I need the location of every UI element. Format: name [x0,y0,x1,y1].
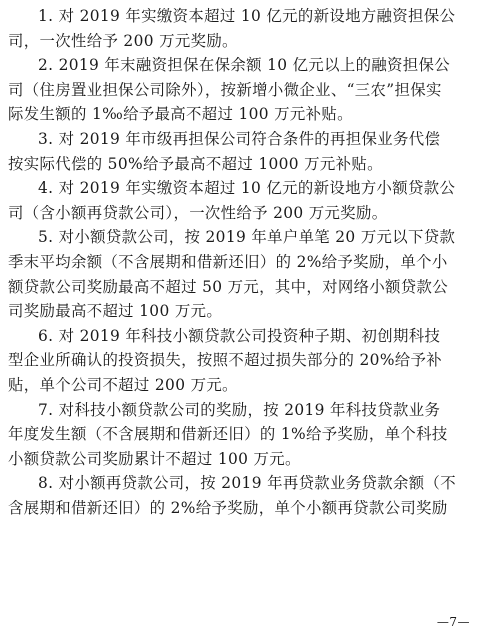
paragraph-line: 贴，单个公司不超过 200 万元。 [8,376,238,394]
paragraph-line: 1. 对 2019 年实缴资本超过 10 亿元的新设地方融资担保公 [38,7,456,25]
paragraph-line: 3. 对 2019 年市级再担保公司符合条件的再担保业务代偿 [38,130,441,148]
paragraph-line: 5. 对小额贷款公司，按 2019 年单户单笔 20 万元以下贷款 [38,228,456,247]
paragraph-line: 际发生额的 1‰给予最高不超过 100 万元补贴。 [8,105,353,124]
paragraph-line: 小额贷款公司奖励累计不超过 100 万元。 [8,449,301,468]
paragraph-line: 司，一次性给予 200 万元奖励。 [8,31,238,50]
paragraph-line: 2. 2019 年末融资担保在保余额 10 亿元以上的融资担保公 [38,56,451,75]
paragraph-line: 季末平均余额（不含展期和借新还旧）的 2%给予奖励，单个小 [8,253,448,271]
paragraph-line: 6. 对 2019 年科技小额贷款公司投资种子期、初创期科技 [38,326,441,345]
paragraph-line: 额贷款公司奖励最高不超过 50 万元，其中，对网络小额贷款公 [8,277,449,296]
paragraph-line: 7. 对科技小额贷款公司的奖励，按 2019 年科技贷款业务 [38,400,441,419]
paragraph-line: 年度发生额（不含展期和借新还旧）的 1%给予奖励，单个科技 [8,425,448,444]
paragraph-line: 司（含小额再贷款公司），一次性给予 200 万元奖励。 [8,203,388,222]
paragraph-line: 8. 对小额再贷款公司，按 2019 年再贷款业务贷款余额（不 [38,474,456,493]
paragraph-line: 司（住房置业担保公司除外），按新增小微企业、“三农”担保实 [8,80,442,99]
page-number: —7— [436,615,470,629]
paragraph-line: 含展期和借新还旧）的 2%给予奖励，单个小额再贷款公司奖励 [8,499,448,517]
paragraph-line: 司奖励最高不超过 100 万元。 [8,302,223,321]
paragraph-line: 型企业所确认的投资损失，按照不超过损失部分的 20%给予补 [8,351,443,370]
paragraph-line: 4. 对 2019 年实缴资本超过 10 亿元的新设地方小额贷款公 [38,179,456,198]
paragraph-line: 按实际代偿的 50%给予最高不超过 1000 万元补贴。 [8,154,383,173]
